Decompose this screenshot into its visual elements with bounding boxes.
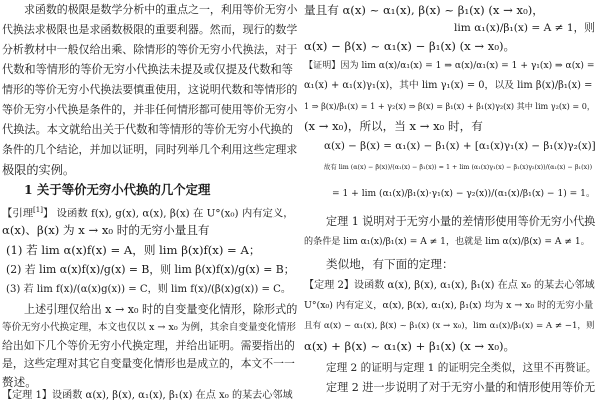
para2-line-4: 是，这些定理对其它自变量变化情形也是成立的，本文不一一 bbox=[2, 357, 295, 370]
theorem2-line-1 bbox=[304, 276, 595, 296]
lemma-item-3: (3) 若 lim f(x)/(α(x)g(x)) = C，则 lim f(x)/(β(x)g(x)) = C。 bbox=[6, 284, 291, 295]
para2-line-3: 给出如下几个等价无穷小代换定理，并给出证明。需要指出的 bbox=[2, 339, 295, 352]
theorem1-label: 【定理 1】 bbox=[2, 390, 53, 401]
intro-line-2: 代换法求极限也是求函数极限的重要利器。然而，现行的数学 bbox=[2, 23, 298, 36]
proof-line-7: = 1 + lim (α₁(x)/β₁(x)·γ₁(x) − γ₂(x))/(α₁(x)/β₁(x) − 1) = 1。 bbox=[332, 189, 596, 199]
proof-line-1 bbox=[304, 56, 594, 76]
remark2-line-2: 定理 2 进一步说明了对于无穷小量的和情形使用等价无 bbox=[326, 381, 596, 394]
intro-line-7: 代换法。本文就给出关于代数和等情形的等价无穷小代换的 bbox=[2, 123, 293, 136]
lemma-text-1: 设函数 f(x), g(x), α(x), β(x) 在 U°(x₀) 内有定义， bbox=[56, 207, 294, 220]
remark1-line-1: 定理 1 说明对于无穷小量的差情形使用等价无穷小代换 bbox=[326, 215, 596, 228]
para2-line-1: 上述引理仅给出 x → x₀ 时的自变量变化情形，除形式的 bbox=[24, 303, 298, 316]
intro-line-6: 等价无穷小代换是条件的，并非任何情形都可使用等价无穷小 bbox=[2, 103, 298, 116]
theorem1-line-1 bbox=[2, 386, 293, 403]
theorem1-text-1: 设函数 α(x), β(x), α₁(x), β₁(x) 在点 x₀ 的某去心邻域 bbox=[52, 390, 293, 401]
proof-label: 【证明】 bbox=[304, 61, 341, 71]
remark1-line-2: 的条件是 lim α₁(x)/β₁(x) = A ≠ 1，也就是 lim α(x)/β(x) = A ≠ 1。 bbox=[304, 237, 590, 247]
theorem2-text-1: 设函数 α(x), β(x), α₁(x), β₁(x) 在点 x₀ 的某去心邻域 bbox=[354, 280, 595, 291]
para2-line-2: 等价无穷小代换定理，本文也仅以 x → x₀ 为例，其余自变量变化情形 bbox=[2, 322, 296, 333]
theorem2-line-4: α(x) + β(x) ~ α₁(x) + β₁(x) (x → x₀)。 bbox=[304, 339, 516, 353]
right-column bbox=[304, 0, 598, 403]
section-title: 1 关于等价无穷小代换的几个定理 bbox=[24, 182, 211, 197]
proof-line-5: α(x) − β(x) = α₁(x) − β₁(x) + [α₁(x)γ₁(x) − β₁(x)γ₂(x)] bbox=[324, 140, 596, 152]
intro-line-1: 求函数的极限是数学分析中的重点之一，利用等价无穷小 bbox=[24, 3, 298, 16]
remark1-line-3: 类似地，有下面的定理： bbox=[326, 257, 454, 271]
theorem2-line-2: U°(x₀) 内有定义，α(x), β(x), α₁(x), β₁(x) 均为 x → x₀ 时的无穷小量 bbox=[304, 300, 594, 311]
intro-line-8: 条件的几个结论，并加以证明，同时列举几个利用这些定理求 bbox=[2, 143, 298, 156]
t1-cond-line bbox=[304, 0, 544, 20]
theorem2-label: 【定理 2】 bbox=[304, 280, 355, 291]
lemma-item-1: (1) 若 lim α(x)f(x) = A，则 lim β(x)f(x) = A； bbox=[6, 243, 261, 257]
intro-line-4: 代数和等情形的等价无穷小代换法未提及或仅提及代数和等 bbox=[2, 63, 293, 76]
intro-line-5: 情形的等价无穷小代换法要慎重使用，这说明代数和等情形的 bbox=[2, 83, 298, 96]
proof-text-1: 因为 lim α(x)/α₁(x) = 1 ⇒ α(x)/α₁(x) = 1 + γ₁(x) ⇒ α(x) = bbox=[340, 61, 595, 71]
left-column bbox=[2, 0, 298, 403]
t1-conclusion: α(x) − β(x) ~ α₁(x) − β₁(x) (x → x₀)。 bbox=[304, 39, 516, 53]
remark2-line-1: 定理 2 的证明与定理 1 的证明完全类似，这里不再赘证。 bbox=[326, 362, 597, 374]
proof-line-4: (x → x₀)，所以，当 x → x₀ 时，有 bbox=[304, 119, 483, 133]
proof-line-6: 故有 lim (α(x) − β(x))/(α₁(x) − β₁(x)) = 1 + lim (α₁(x)γ₁(x) − β₁(x)γ₂(x))/(α₁(x) − β₁(x)) bbox=[324, 164, 593, 171]
t1-cond: 量且有 α(x) ~ α₁(x), β(x) ~ β₁(x) (x → x₀)， bbox=[304, 3, 544, 17]
lemma-label: 【引理 bbox=[2, 207, 34, 220]
lemma-ref: [1] bbox=[33, 206, 43, 214]
intro-line-3: 分析教材中一般仅给出乘、除情形的等价无穷小代换法，对于 bbox=[2, 43, 298, 56]
proof-line-3: 1 ⇒ β(x)/β₁(x) = 1 + γ₂(x) ⇒ β(x) = β₁(x) + β₁(x)γ₂(x) 其中 lim γ₂(x) = 0， bbox=[304, 101, 595, 111]
lemma-item-2: (2) 若 lim α(x)f(x)/g(x) = B，则 lim β(x)f(x)/g(x) = B； bbox=[6, 263, 295, 276]
theorem2-line-3: 且有 α(x) ~ α₁(x), β(x) ~ β₁(x) (x → x₀)，lim α₁(x)/β₁(x) = A ≠ −1，则 bbox=[304, 321, 595, 331]
intro-line-9: 极限的实例。 bbox=[2, 163, 76, 177]
lemma-label-end: 】 bbox=[42, 207, 54, 220]
lemma-line-2: α(x)、β(x) 为 x → x₀ 时的无穷小量且有 bbox=[2, 223, 210, 237]
proof-line-2: α₁(x) + α₁(x)γ₁(x)，其中 lim γ₁(x) = 0，以及 lim β(x)/β₁(x) = bbox=[304, 80, 593, 91]
t1-cond-lim: lim α₁(x)/β₁(x) = A ≠ 1，则 bbox=[454, 22, 595, 34]
para2-line-5: 赘述。 bbox=[2, 375, 37, 389]
